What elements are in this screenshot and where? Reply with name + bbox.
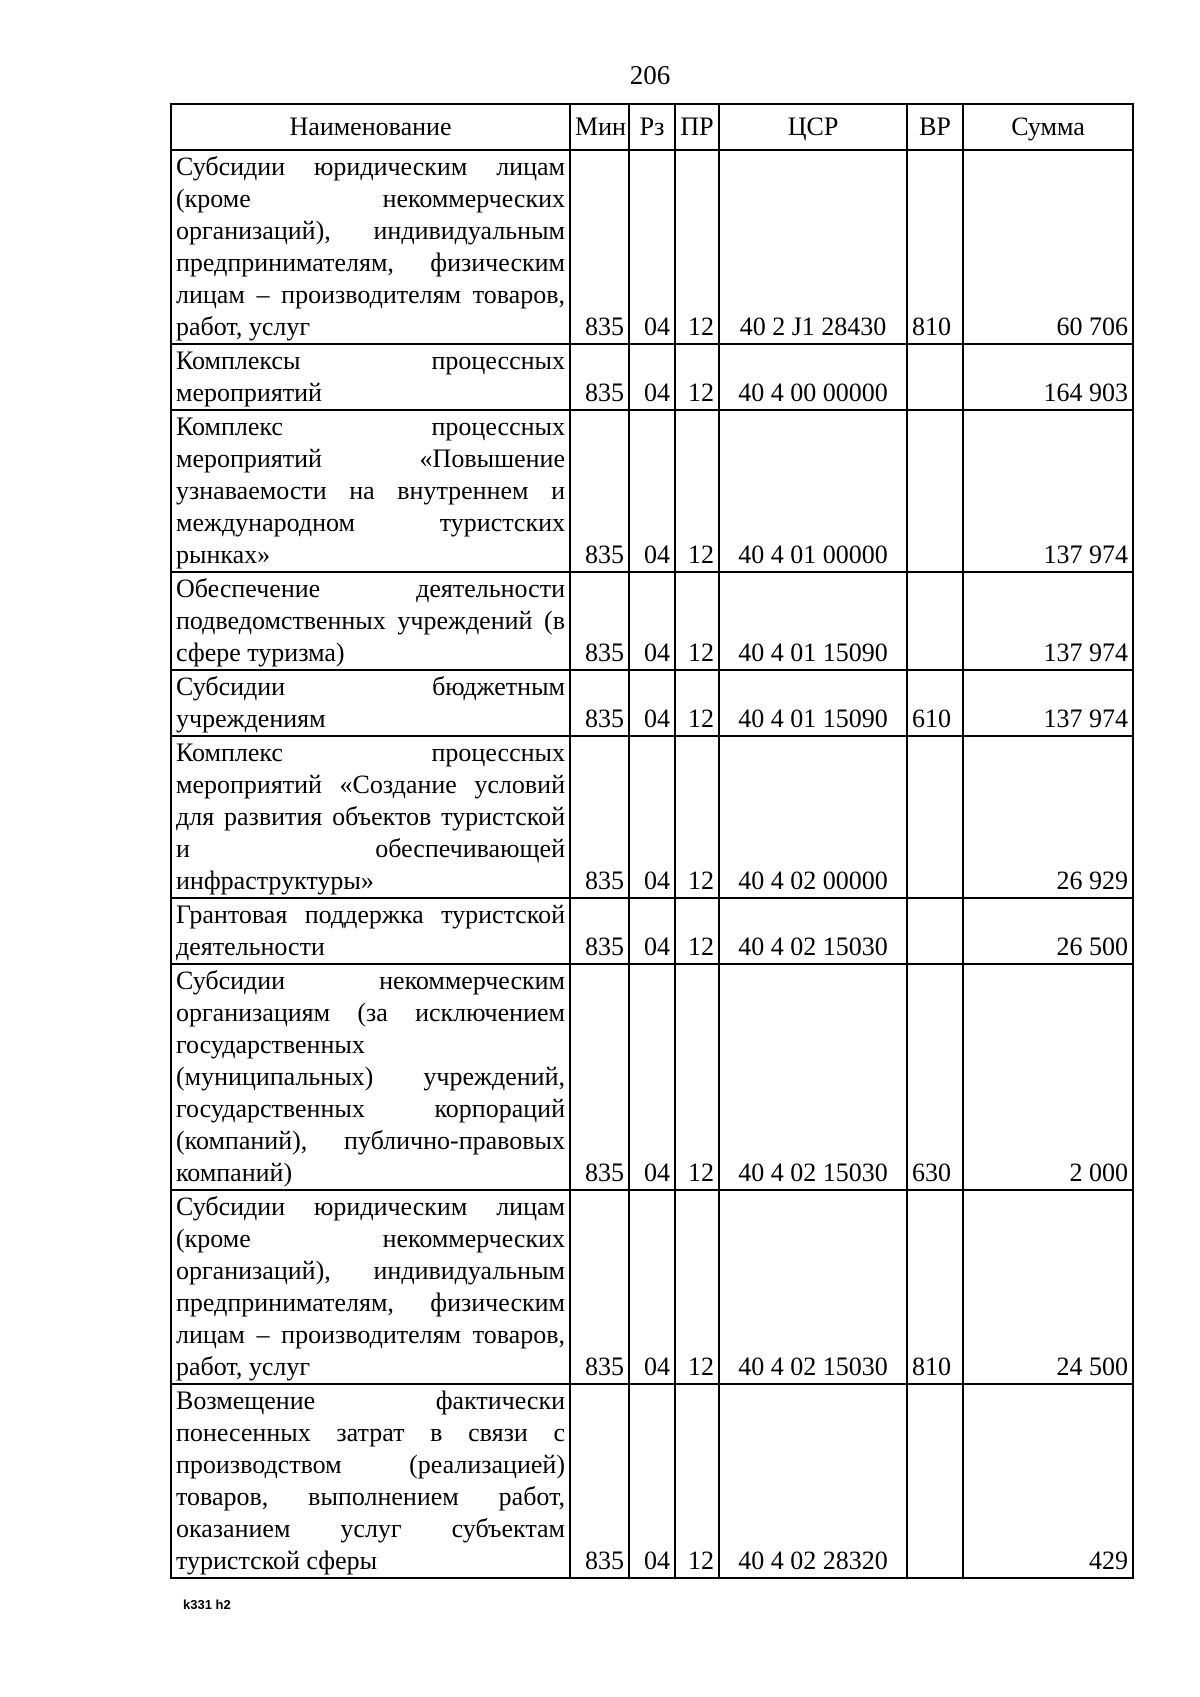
row-name: Комплекс процессных мероприятий «Создание условий для развития объектов туристской и обеспечивающей инфраструктуры»	[171, 736, 570, 898]
row-csr: 40 4 02 28320	[719, 1384, 907, 1578]
row-csr: 40 4 01 15090	[719, 670, 907, 736]
table-row	[171, 344, 1133, 410]
table-row	[171, 410, 1133, 572]
row-pr: 12	[675, 572, 719, 670]
row-min: 835	[570, 410, 629, 572]
table-row	[171, 150, 1133, 344]
row-rz: 04	[629, 410, 675, 572]
row-sum: 26 500	[963, 898, 1133, 964]
row-min: 835	[570, 898, 629, 964]
row-rz: 04	[629, 344, 675, 410]
row-rz: 04	[629, 150, 675, 344]
row-csr: 40 4 02 15030	[719, 1190, 907, 1384]
table-row	[171, 1190, 1133, 1384]
row-vr: 810	[907, 150, 963, 344]
row-pr: 12	[675, 344, 719, 410]
row-name: Грантовая поддержка туристской деятельности	[171, 898, 570, 964]
row-rz: 04	[629, 572, 675, 670]
row-sum: 429	[963, 1384, 1133, 1578]
row-csr: 40 4 01 15090	[719, 572, 907, 670]
row-pr: 12	[675, 670, 719, 736]
header-vr: ВР	[907, 104, 963, 150]
row-rz: 04	[629, 1384, 675, 1578]
row-vr	[907, 410, 963, 572]
row-csr: 40 4 02 15030	[719, 898, 907, 964]
row-sum: 26 929	[963, 736, 1133, 898]
row-name: Обеспечение деятельности подведомственных учреждений (в сфере туризма)	[171, 572, 570, 670]
table-row	[171, 898, 1133, 964]
row-min: 835	[570, 1190, 629, 1384]
row-vr	[907, 572, 963, 670]
row-min: 835	[570, 572, 629, 670]
table-row	[171, 736, 1133, 898]
row-name: Субсидии бюджетным учреждениям	[171, 670, 570, 736]
row-min: 835	[570, 150, 629, 344]
row-csr: 40 4 00 00000	[719, 344, 907, 410]
row-sum: 2 000	[963, 964, 1133, 1190]
row-vr: 610	[907, 670, 963, 736]
row-csr: 40 2 J1 28430	[719, 150, 907, 344]
header-rz: Рз	[629, 104, 675, 150]
header-pr: ПР	[675, 104, 719, 150]
header-csr: ЦСР	[719, 104, 907, 150]
row-vr: 630	[907, 964, 963, 1190]
row-rz: 04	[629, 1190, 675, 1384]
row-pr: 12	[675, 964, 719, 1190]
row-csr: 40 4 01 00000	[719, 410, 907, 572]
row-sum: 137 974	[963, 572, 1133, 670]
row-rz: 04	[629, 736, 675, 898]
row-vr	[907, 344, 963, 410]
row-rz: 04	[629, 964, 675, 1190]
table-row	[171, 670, 1133, 736]
header-name: Наименование	[171, 104, 570, 150]
row-name: Комплекс процессных мероприятий «Повышение узнаваемости на внутреннем и международном туристских рынках»	[171, 410, 570, 572]
table-header-row	[171, 104, 1133, 150]
row-vr	[907, 1384, 963, 1578]
row-sum: 60 706	[963, 150, 1133, 344]
row-name: Комплексы процессных мероприятий	[171, 344, 570, 410]
row-pr: 12	[675, 1190, 719, 1384]
table-row	[171, 964, 1133, 1190]
row-pr: 12	[675, 736, 719, 898]
row-vr	[907, 898, 963, 964]
footer-code: k331 h2	[183, 1597, 231, 1612]
page-number: 206	[629, 60, 671, 90]
row-sum: 137 974	[963, 410, 1133, 572]
row-pr: 12	[675, 1384, 719, 1578]
row-min: 835	[570, 670, 629, 736]
row-vr: 810	[907, 1190, 963, 1384]
row-name: Субсидии юридическим лицам (кроме некоммерческих организаций), индивидуальным предпринимателям, физическим лицам – производителям товаров, работ, услуг	[171, 1190, 570, 1384]
row-min: 835	[570, 964, 629, 1190]
header-min: Мин	[570, 104, 629, 150]
row-rz: 04	[629, 898, 675, 964]
row-name: Субсидии некоммерческим организациям (за исключением государственных (муниципальных) учреждений, государственных корпораций (компаний), публично-правовых компаний)	[171, 964, 570, 1190]
table-row	[171, 1384, 1133, 1578]
row-sum: 24 500	[963, 1190, 1133, 1384]
row-sum: 164 903	[963, 344, 1133, 410]
row-name: Возмещение фактически понесенных затрат в связи с производством (реализацией) товаров, выполнением работ, оказанием услуг субъектам туристской сферы	[171, 1384, 570, 1578]
header-sum: Сумма	[963, 104, 1133, 150]
row-vr	[907, 736, 963, 898]
row-csr: 40 4 02 00000	[719, 736, 907, 898]
row-rz: 04	[629, 670, 675, 736]
row-sum: 137 974	[963, 670, 1133, 736]
row-min: 835	[570, 736, 629, 898]
budget-table	[170, 103, 1134, 1579]
row-min: 835	[570, 1384, 629, 1578]
row-pr: 12	[675, 150, 719, 344]
row-csr: 40 4 02 15030	[719, 964, 907, 1190]
row-name: Субсидии юридическим лицам (кроме некоммерческих организаций), индивидуальным предпринимателям, физическим лицам – производителям товаров, работ, услуг	[171, 150, 570, 344]
row-pr: 12	[675, 410, 719, 572]
table-row	[171, 572, 1133, 670]
row-pr: 12	[675, 898, 719, 964]
row-min: 835	[570, 344, 629, 410]
